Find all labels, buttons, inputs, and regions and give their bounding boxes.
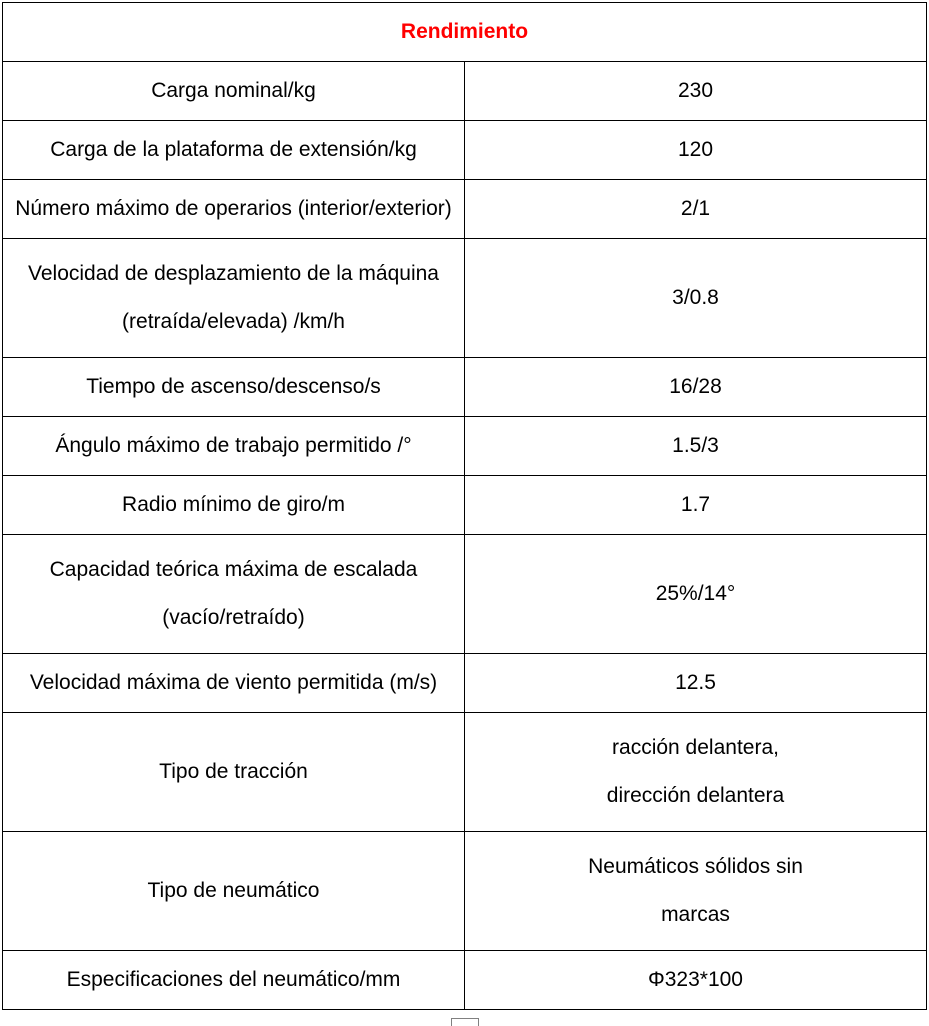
spec-value-cell [465, 476, 927, 535]
table-row [3, 832, 927, 951]
spec-label-cell [3, 358, 465, 417]
spec-label-cell [3, 832, 465, 951]
spec-value-cell [465, 358, 927, 417]
spec-label-line: Capacidad teórica máxima de escalada [49, 558, 418, 582]
spec-label-line: (retraída/elevada) /km/h [122, 310, 345, 333]
spec-label-line: Especificaciones del neumático/mm [66, 968, 401, 992]
section-title: Rendimiento [3, 3, 927, 62]
table-row [3, 180, 927, 239]
spec-label-line: Carga nominal/kg [151, 79, 316, 103]
table-body [3, 3, 927, 62]
table-title-row [3, 3, 927, 62]
table-row [3, 121, 927, 180]
spec-value-cell [465, 180, 927, 239]
spec-value-cell [465, 239, 927, 358]
table-row [3, 951, 927, 1010]
spec-value-cell [465, 121, 927, 180]
spec-label-line: Número máximo de operarios (interior/exterior) [15, 197, 452, 221]
spec-value-line: Φ323*100 [647, 968, 743, 992]
table-row [3, 654, 927, 713]
spec-value-cell [465, 713, 927, 832]
spec-label-cell [3, 62, 465, 121]
spec-label-line: Carga de la plataforma de extensión/kg [50, 138, 417, 162]
spec-value-line: racción delantera, [612, 736, 779, 760]
spec-label-cell [3, 654, 465, 713]
spec-label-line: Velocidad máxima de viento permitida (m/s) [29, 671, 438, 695]
table-row [3, 239, 927, 358]
spec-label-cell [3, 535, 465, 654]
spec-label-cell [3, 121, 465, 180]
spec-value-line: 25%/14° [655, 582, 736, 606]
spec-value-line: 1.5/3 [672, 434, 719, 458]
spec-label-line: Ángulo máximo de trabajo permitido /° [55, 434, 412, 458]
page-bottom-marker [451, 1018, 479, 1026]
table-row [3, 358, 927, 417]
spec-value-cell [465, 417, 927, 476]
spec-label-cell [3, 239, 465, 358]
spec-label-line: Tipo de tracción [159, 760, 308, 784]
spec-value-line: 3/0.8 [672, 286, 719, 310]
spec-value-cell [465, 535, 927, 654]
table-row [3, 535, 927, 654]
spec-label-line: (vacío/retraído) [162, 606, 305, 629]
spec-label-cell [3, 417, 465, 476]
spec-label-line: Tiempo de ascenso/descenso/s [86, 375, 381, 399]
spec-value-line: 1.7 [680, 493, 711, 517]
table-row [3, 713, 927, 832]
spec-label-cell [3, 476, 465, 535]
spec-label-line: Radio mínimo de giro/m [122, 493, 345, 517]
spec-value-line: 2/1 [680, 197, 711, 221]
spec-value-line: 120 [677, 138, 714, 162]
performance-spec-table [2, 2, 927, 1010]
spec-label-cell [3, 180, 465, 239]
spec-label-cell [3, 951, 465, 1010]
spec-value-line: Neumáticos sólidos sin [588, 855, 803, 879]
table-rows [3, 62, 927, 1010]
table-row [3, 62, 927, 121]
spec-value-cell [465, 832, 927, 951]
spec-value-cell [465, 62, 927, 121]
spec-value-line: 12.5 [675, 671, 716, 695]
spec-label-cell [3, 713, 465, 832]
spec-value-line: 16/28 [669, 375, 722, 399]
spec-value-line: dirección delantera [606, 784, 785, 807]
table-row [3, 476, 927, 535]
spec-value-line: marcas [661, 903, 730, 926]
spec-value-cell [465, 654, 927, 713]
table-row [3, 417, 927, 476]
spec-value-cell [465, 951, 927, 1010]
spec-value-line: 230 [677, 79, 714, 103]
spec-label-line: Velocidad de desplazamiento de la máquina [28, 262, 439, 286]
spec-label-line: Tipo de neumático [147, 879, 320, 903]
